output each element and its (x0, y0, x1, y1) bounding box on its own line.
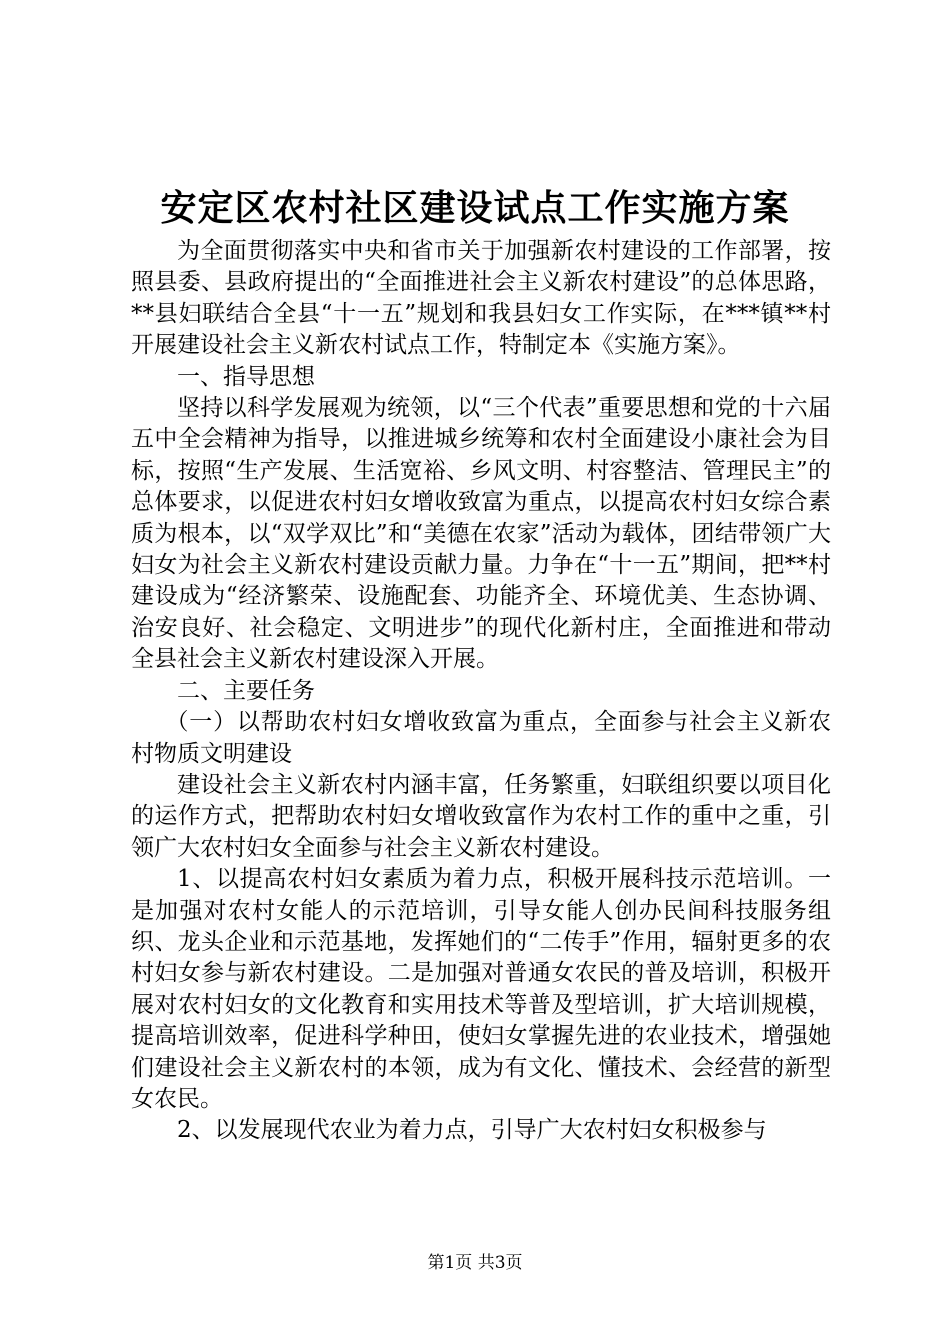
section-heading-guiding-ideology: 一、指导思想 (177, 363, 315, 390)
subsection-heading-1: （一）以帮助农村妇女增收致富为重点，全面参与社会主义新农村物质文明建设 (131, 709, 831, 767)
guiding-ideology-paragraph: 坚持以科学发展观为统领，以“三个代表”重要思想和党的十六届五中全会精神为指导，以推进城乡统筹和农村全面建设小康社会为目标，按照“生产发展、生活宽裕、乡风文明、村容整洁、管理民主”的总体要求，以促进农村妇女增收致富为重点，以提高农村妇女综合素质为根本，以“双学双比”和“美德在农家”活动为载体，团结带领广大妇女为社会主义新农村建设贡献力量。力争在“十一五”期间，把**村建设成为“经济繁荣、设施配套、功能齐全、环境优美、生态协调、治安良好、社会稳定、文明进步”的现代化新村庄，全面推进和带动全县社会主义新农村建设深入开展。 (131, 395, 831, 673)
section-heading-main-tasks: 二、主要任务 (177, 677, 315, 704)
page-footer: 第1页 共3页 (427, 1253, 523, 1273)
document-title: 安定区农村社区建设试点工作实施方案 (160, 187, 790, 229)
main-tasks-paragraph: 建设社会主义新农村内涵丰富，任务繁重，妇联组织要以项目化的运作方式，把帮助农村妇女增收致富作为农村工作的重中之重，引领广大农村妇女全面参与社会主义新农村建设。 (131, 771, 831, 861)
task-item-2-paragraph: 2、以发展现代农业为着力点，引导广大农村妇女积极参与 (177, 1117, 767, 1144)
document-body (131, 236, 831, 1147)
intro-paragraph: 为全面贯彻落实中央和省市关于加强新农村建设的工作部署，按照县委、县政府提出的“全面推进社会主义新农村建设”的总体思路，**县妇联结合全县“十一五”规划和我县妇女工作实际，在***镇**村开展建设社会主义新农村试点工作，特制定本《实施方案》。 (131, 238, 831, 359)
task-item-1-paragraph: 1、以提高农村妇女素质为着力点，积极开展科技示范培训。一是加强对农村女能人的示范培训，引导女能人创办民间科技服务组织、龙头企业和示范基地，发挥她们的“二传手”作用，辐射更多的农村妇女参与新农村建设。二是加强对普通女农民的普及培训，积极开展对农村妇女的文化教育和实用技术等普及型培训，扩大培训规模，提高培训效率，促进科学种田，使妇女掌握先进的农业技术，增强她们建设社会主义新农村的本领，成为有文化、懂技术、会经营的新型女农民。 (131, 866, 831, 1112)
